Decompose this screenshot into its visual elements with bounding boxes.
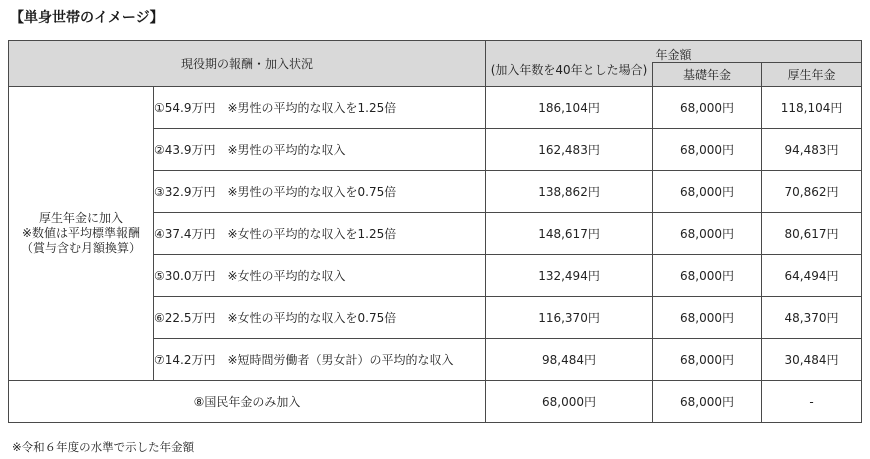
row-basic: 68,000円 bbox=[653, 255, 762, 297]
row-total: 116,370円 bbox=[486, 297, 653, 339]
pension-table bbox=[8, 40, 862, 423]
row-description: ⑧国民年金のみ加入 bbox=[9, 381, 486, 423]
row-description: ②43.9万円 ※男性の平均的な収入 bbox=[154, 129, 486, 171]
table-row bbox=[9, 87, 862, 129]
header-row-1 bbox=[9, 41, 862, 63]
header-total-subtitle: (加入年数を40年とした場合) bbox=[490, 62, 648, 77]
row-basic: 68,000円 bbox=[653, 171, 762, 213]
row-basic: 68,000円 bbox=[653, 381, 762, 423]
row-employee: - bbox=[762, 381, 862, 423]
row-description: ⑤30.0万円 ※女性の平均的な収入 bbox=[154, 255, 486, 297]
row-description: ③32.9万円 ※男性の平均的な収入を0.75倍 bbox=[154, 171, 486, 213]
footnote: ※令和６年度の水準で示した年金額 bbox=[12, 440, 195, 454]
row-employee: 64,494円 bbox=[762, 255, 862, 297]
header-basic-pension: 基礎年金 bbox=[653, 63, 762, 87]
header-total-line1 bbox=[486, 41, 862, 63]
row-basic: 68,000円 bbox=[653, 339, 762, 381]
row-total: 162,483円 bbox=[486, 129, 653, 171]
row-description: ④37.4万円 ※女性の平均的な収入を1.25倍 bbox=[154, 213, 486, 255]
header-total bbox=[486, 63, 653, 87]
row-total: 98,484円 bbox=[486, 339, 653, 381]
row-total: 148,617円 bbox=[486, 213, 653, 255]
header-situation: 現役期の報酬・加入状況 bbox=[9, 41, 486, 87]
group-label-line2: ※数値は平均標準報酬 bbox=[21, 226, 141, 240]
row-employee: 30,484円 bbox=[762, 339, 862, 381]
header-total-title: 年金額 bbox=[655, 48, 692, 62]
row-employee: 48,370円 bbox=[762, 297, 862, 339]
row-basic: 68,000円 bbox=[653, 297, 762, 339]
row-employee: 118,104円 bbox=[762, 87, 862, 129]
group-label-line3: （賞与含む月額換算） bbox=[20, 241, 141, 255]
row-total: 138,862円 bbox=[486, 171, 653, 213]
page-title: 【単身世帯のイメージ】 bbox=[10, 10, 164, 26]
row-employee: 80,617円 bbox=[762, 213, 862, 255]
row-description: ⑦14.2万円 ※短時間労働者（男女計）の平均的な収入 bbox=[154, 339, 486, 381]
header-employee-pension: 厚生年金 bbox=[762, 63, 862, 87]
row-total: 132,494円 bbox=[486, 255, 653, 297]
row-basic: 68,000円 bbox=[653, 213, 762, 255]
row-basic: 68,000円 bbox=[653, 87, 762, 129]
group-label bbox=[9, 87, 154, 381]
row-description: ⑥22.5万円 ※女性の平均的な収入を0.75倍 bbox=[154, 297, 486, 339]
row-employee: 94,483円 bbox=[762, 129, 862, 171]
row-total: 68,000円 bbox=[486, 381, 653, 423]
group-label-line1: 厚生年金に加入 bbox=[38, 211, 123, 225]
row-description: ①54.9万円 ※男性の平均的な収入を1.25倍 bbox=[154, 87, 486, 129]
row-basic: 68,000円 bbox=[653, 129, 762, 171]
table-row-national-pension bbox=[9, 381, 862, 423]
row-employee: 70,862円 bbox=[762, 171, 862, 213]
row-total: 186,104円 bbox=[486, 87, 653, 129]
